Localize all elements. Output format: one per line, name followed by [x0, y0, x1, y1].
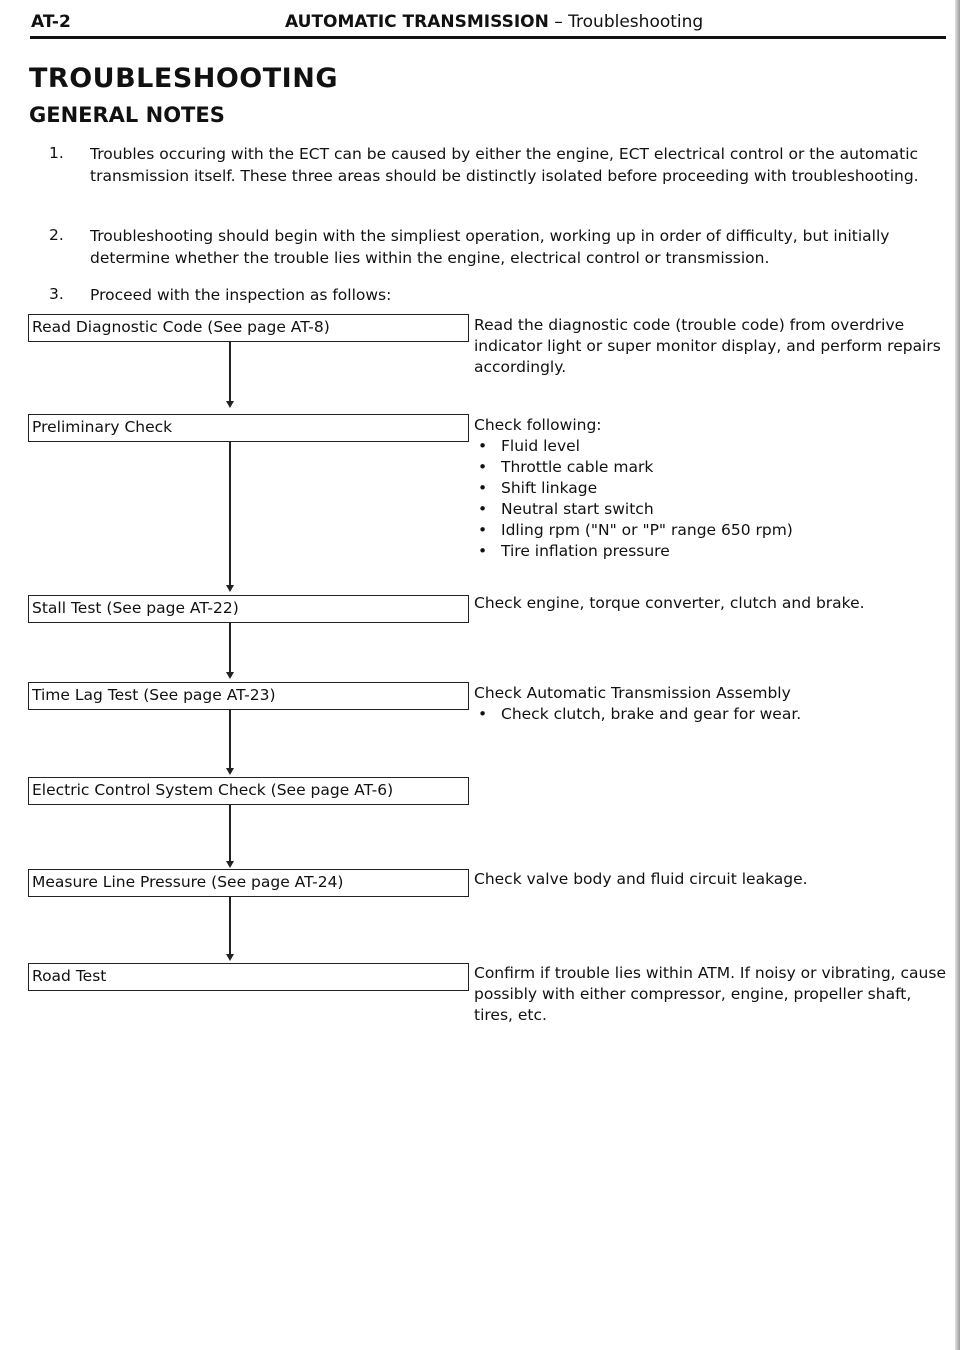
page-title: TROUBLESHOOTING: [29, 63, 338, 94]
flow-box-read-diagnostic-code: Read Diagnostic Code (See page AT-8): [28, 314, 469, 342]
flow-connector: [229, 622, 231, 676]
flow-connector: [229, 342, 231, 405]
flow-arrow-icon: [226, 768, 234, 775]
desc-time-lag-test: [474, 683, 954, 725]
desc-read-diagnostic-code: Read the diagnostic code (trouble code) from overdrive indicator light or super monitor display, and perform repairs accordingly.: [474, 316, 941, 376]
desc-stall-test: Check engine, torque converter, clutch and brake.: [474, 594, 865, 612]
list-item: • Fluid level: [474, 436, 954, 457]
header-separator: –: [548, 12, 569, 32]
note-1-number: 1.: [49, 144, 64, 162]
note-1-text: Troubles occuring with the ECT can be caused by either the engine, ECT electrical control or the automatic transmission itself. These three areas should be distinctly isolated before proceeding with troubleshooting.: [90, 145, 919, 185]
desc-time-lag-test-intro: Check Automatic Transmission Assembly: [474, 684, 791, 702]
running-header: [285, 12, 703, 32]
flow-arrow-icon: [226, 585, 234, 592]
flow-arrow-icon: [226, 954, 234, 961]
flow-connector: [229, 896, 231, 958]
list-item: • Throttle cable mark: [474, 457, 954, 478]
flow-connector: [229, 709, 231, 772]
header-section: AUTOMATIC TRANSMISSION: [285, 12, 549, 32]
flow-box-measure-line-pressure: Measure Line Pressure (See page AT-24): [28, 869, 469, 897]
time-lag-test-list: [474, 704, 954, 725]
header-subsection: Troubleshooting: [568, 12, 704, 32]
flow-box-electric-control-check: Electric Control System Check (See page AT-6): [28, 777, 469, 805]
flow-connector: [229, 442, 231, 589]
flow-box-time-lag-test: Time Lag Test (See page AT-23): [28, 682, 469, 710]
page-edge-shadow: [955, 0, 960, 1350]
flow-arrow-icon: [226, 401, 234, 408]
flow-box-road-test: Road Test: [28, 963, 469, 991]
flow-arrow-icon: [226, 861, 234, 868]
preliminary-check-list: [474, 436, 954, 562]
list-item: • Shift linkage: [474, 478, 954, 499]
list-item: • Idling rpm ("N" or "P" range 650 rpm): [474, 520, 954, 541]
note-3-text: Proceed with the inspection as follows:: [90, 286, 392, 304]
flow-box-stall-test: Stall Test (See page AT-22): [28, 595, 469, 623]
list-item: • Tire inflation pressure: [474, 541, 954, 562]
page-code: AT-2: [31, 12, 71, 32]
section-subtitle: GENERAL NOTES: [29, 103, 225, 127]
note-2-text: Troubleshooting should begin with the simpliest operation, working up in order of difficulty, but initially determine whether the trouble lies within the engine, electrical control or transmission.: [90, 227, 890, 267]
desc-preliminary-check-intro: Check following:: [474, 416, 602, 434]
header-rule: [30, 36, 946, 39]
flow-box-preliminary-check: Preliminary Check: [28, 414, 469, 442]
flow-connector: [229, 804, 231, 865]
desc-measure-line-pressure: Check valve body and fluid circuit leakage.: [474, 870, 808, 888]
list-item: • Check clutch, brake and gear for wear.: [474, 704, 954, 725]
list-item: • Neutral start switch: [474, 499, 954, 520]
note-3-number: 3.: [49, 285, 64, 303]
desc-preliminary-check: [474, 415, 954, 562]
flow-arrow-icon: [226, 672, 234, 679]
desc-road-test: Confirm if trouble lies within ATM. If noisy or vibrating, cause possibly with either compressor, engine, propeller shaft, tires, etc.: [474, 964, 946, 1024]
note-2-number: 2.: [49, 226, 64, 244]
